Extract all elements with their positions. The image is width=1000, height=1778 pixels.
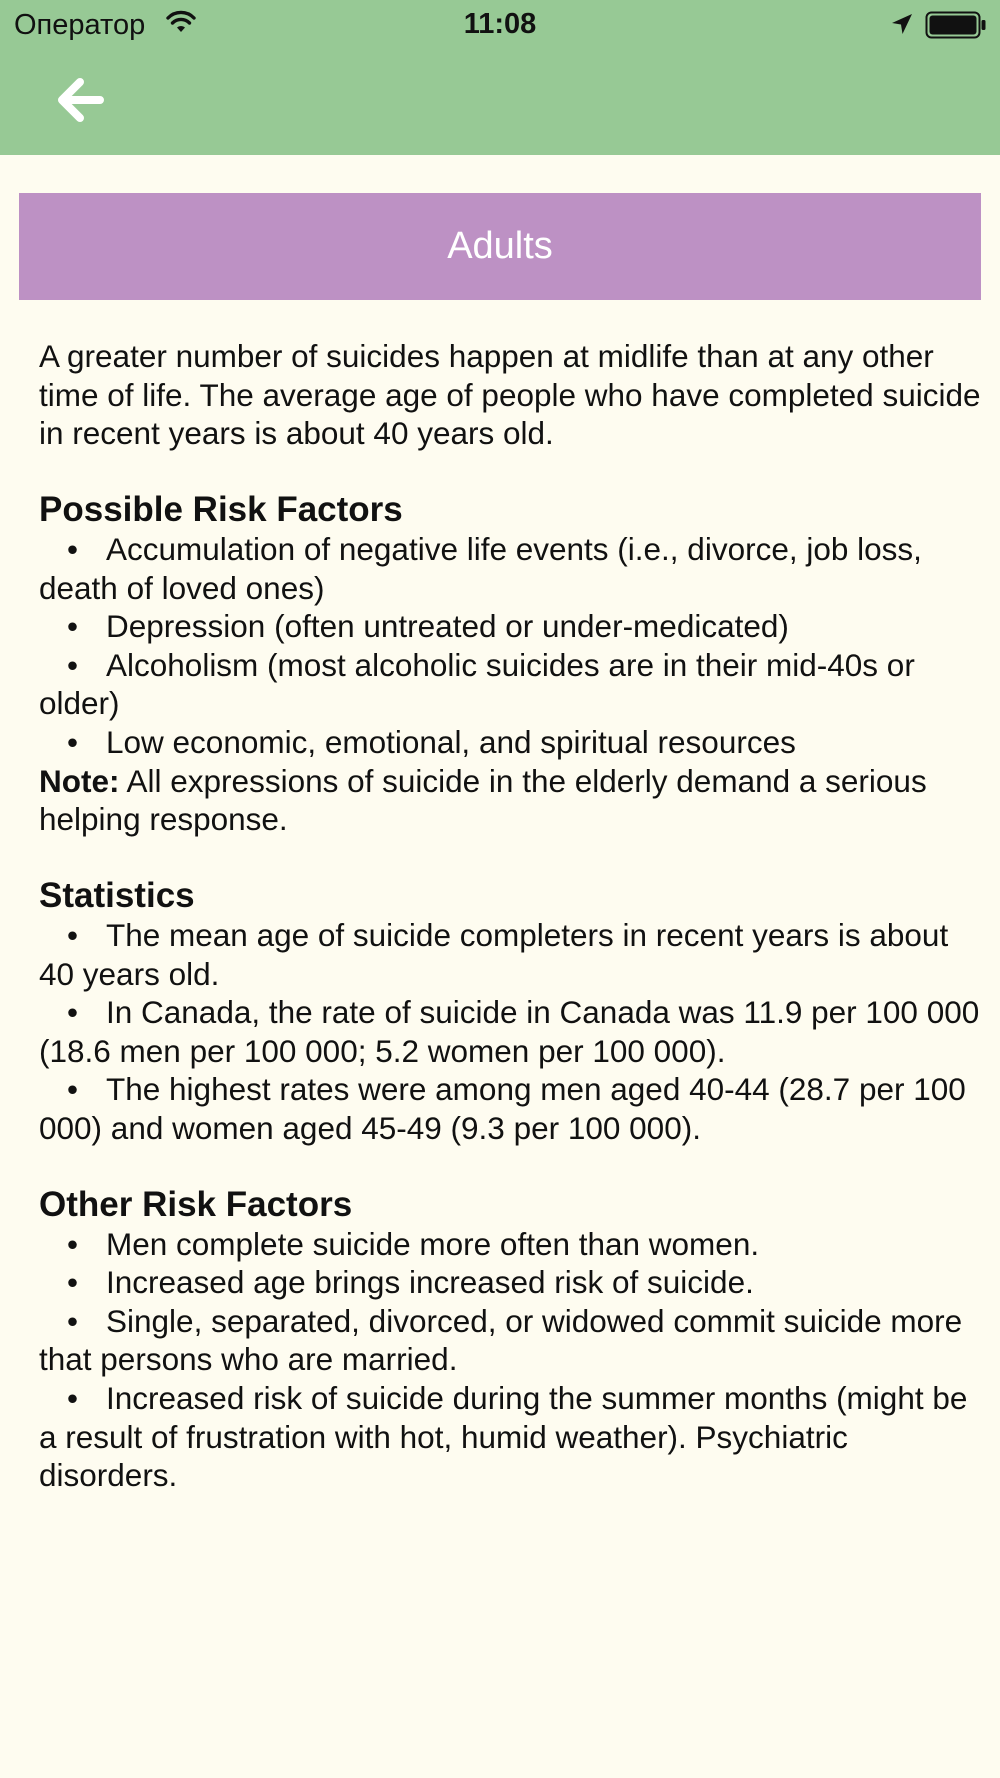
section-heading-statistics: Statistics [39, 876, 195, 916]
article-content [39, 337, 989, 1495]
navigation-bar [0, 0, 1000, 155]
status-bar [0, 0, 1000, 50]
note-text: All expressions of suicide in the elderly demand a serious helping response. [39, 762, 927, 838]
list-item: • In Canada, the rate of suicide in Canada was 11.9 per 100 000 (18.6 men per 100 000; 5.2 women per 100 000). [39, 994, 980, 1069]
section-heading-risk: Possible Risk Factors [39, 490, 403, 530]
bullet-icon: • [66, 994, 79, 1031]
bullet-icon: • [66, 530, 79, 567]
list-item: • Increased risk of suicide during the summer months (might be a result of frustration with hot, humid weather). Psychiatric disorders. [39, 1380, 968, 1494]
battery-icon [925, 11, 987, 39]
carrier-label: Оператор [14, 9, 146, 41]
section-heading-other: Other Risk Factors [39, 1185, 353, 1225]
list-item: • Alcoholism (most alcoholic suicides are in their mid-40s or older) [39, 646, 915, 722]
list-item: • Increased age brings increased risk of suicide. [39, 1263, 989, 1302]
bullet-icon: • [66, 916, 79, 953]
list-item: • Men complete suicide more often than women. [39, 1225, 989, 1264]
bullet-icon: • [66, 1380, 79, 1417]
list-item: • Accumulation of negative life events (i.e., divorce, job loss, death of loved ones) [39, 530, 922, 606]
bullet-icon: • [66, 723, 79, 760]
note-label: Note: [39, 762, 120, 799]
list-item: • Depression (often untreated or under-medicated) [39, 607, 989, 646]
arrow-left-icon[interactable] [52, 70, 112, 130]
list-item: • Low economic, emotional, and spiritual resources [39, 723, 989, 762]
page-title: Adults [447, 225, 553, 267]
note-paragraph [39, 762, 989, 839]
bullet-icon: • [66, 608, 79, 645]
page-title-bar [19, 193, 981, 300]
bullet-icon: • [66, 1071, 79, 1108]
list-item: • The highest rates were among men aged 40-44 (28.7 per 100 000) and women aged 45-49 (9.3 per 100 000). [39, 1071, 966, 1146]
list-item: • The mean age of suicide completers in recent years is about 40 years old. [39, 916, 949, 992]
bullet-icon: • [66, 1264, 79, 1301]
bullet-icon: • [66, 646, 79, 683]
bullet-icon: • [66, 1225, 79, 1262]
bullet-icon: • [66, 1302, 79, 1339]
list-item: • Single, separated, divorced, or widowed commit suicide more that persons who are married. [39, 1302, 963, 1378]
intro-paragraph: A greater number of suicides happen at midlife than at any other time of life. The average age of people who have completed suicide in recent years is about 40 years old. [39, 338, 981, 452]
clock: 11:08 [463, 8, 537, 40]
location-arrow-icon [890, 12, 914, 36]
